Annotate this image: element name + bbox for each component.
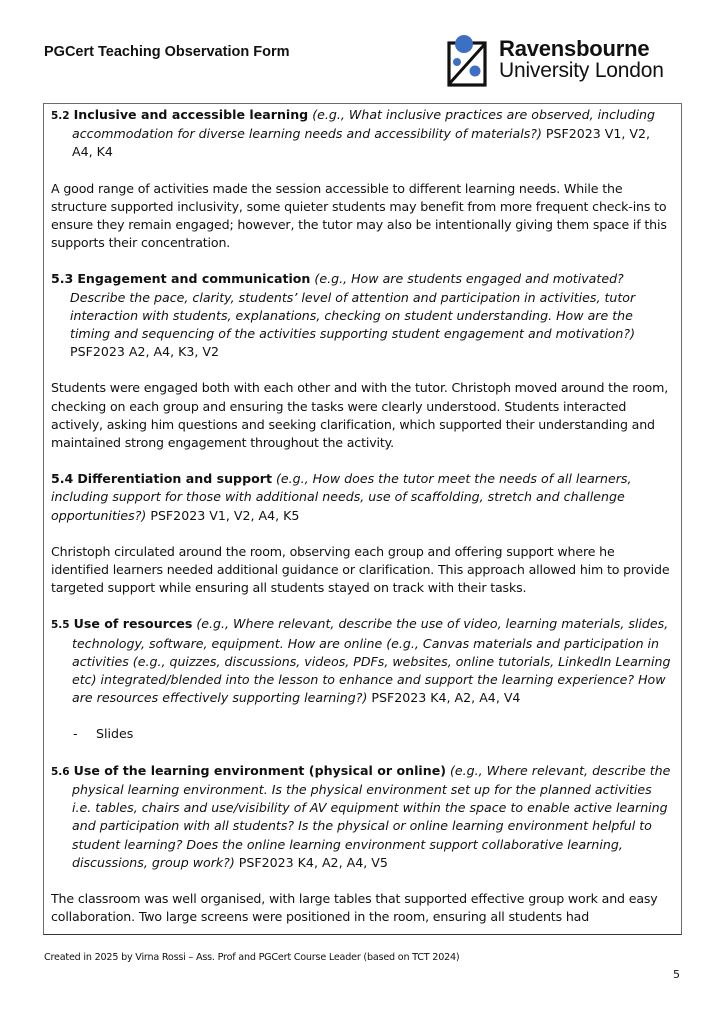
psf-codes: PSF2023 V1, V2, A4, K4 bbox=[72, 126, 651, 160]
question-5-5 bbox=[51, 615, 673, 707]
psf-codes: PSF2023 V1, V2, A4, K5 bbox=[150, 507, 300, 523]
question-number: 5.3 bbox=[51, 271, 74, 287]
answer-5-2: A good range of activities made the session accessible to different learning needs. While the structure supported inclusivity, some quieter students may benefit from more frequent check-ins to ensure they remain engaged; however, the tutor may also be intentionally giving them space if this supports their concentration. bbox=[51, 180, 667, 251]
logo-wordmark-line1: Ravensbourne bbox=[499, 36, 650, 61]
question-example: (e.g., How does the tutor meet the needs of all learners, including support for those with additional needs, use of scaffolding, stretch and challenge opportunities?) bbox=[51, 471, 632, 523]
question-number: 5.4 bbox=[51, 471, 74, 487]
question-title: Engagement and communication bbox=[77, 271, 311, 287]
question-5-2 bbox=[51, 106, 673, 162]
question-5-4 bbox=[51, 470, 673, 525]
answer-5-6: The classroom was well organised, with large tables that supported effective group work and easy collaboration. Two large screens were positioned in the room, ensuring all students had bbox=[51, 890, 658, 925]
question-number: 5.2 bbox=[51, 110, 70, 122]
document-title: PGCert Teaching Observation Form bbox=[44, 44, 290, 60]
question-5-3 bbox=[51, 270, 673, 361]
question-title: Use of the learning environment (physical or online) bbox=[73, 762, 446, 778]
question-example: (e.g., What inclusive practices are observed, including accommodation for diverse learning needs and accessibility of materials?) bbox=[72, 107, 656, 142]
bullet-text: Slides bbox=[96, 726, 134, 742]
ravensbourne-logo-icon bbox=[447, 35, 489, 85]
psf-codes: PSF2023 K4, A2, A4, V5 bbox=[238, 854, 388, 870]
observation-content-box bbox=[43, 103, 682, 935]
question-example: (e.g., Where relevant, describe the use of video, learning materials, slides, technology, software, equipment. How are online (e.g., Canvas materials and participation in activities (e.g., quizzes, discussions, videos, PDFs, websites, online tutorials, LinkedIn Learning etc) integrated/blended into the lesson to enhance and support the learning experience? How are resources effectively supporting learning?) bbox=[72, 616, 671, 706]
logo-wordmark-line2: University London bbox=[499, 59, 664, 82]
question-5-6 bbox=[51, 762, 673, 872]
answer-5-4: Christoph circulated around the room, observing each group and offering support where he identified learners needed additional guidance or clarification. This approach allowed him to provide targeted support while ensuring all students stayed on track with their tasks. bbox=[51, 543, 670, 596]
question-title: Inclusive and accessible learning bbox=[73, 107, 309, 122]
answer-5-3: Students were engaged both with each other and with the tutor. Christoph moved around the room, checking on each group and ensuring the tasks were clearly understood. Students interacted actively, asking him questions and seeking clarification, which supported their understanding and maintained strong engagement throughout the activity. bbox=[51, 380, 669, 451]
footer-credit: Created in 2025 by Virna Rossi – Ass. Prof and PGCert Course Leader (based on TCT 2024) bbox=[44, 952, 460, 963]
question-number: 5.5 bbox=[51, 619, 70, 632]
question-example: (e.g., Where relevant, describe the physical learning environment. Is the physical environment set up for the planned activities i.e. tables, chairs and use/visibility of AV equipment within the space to enable active learning and participation with all students? Is the physical or online learning environment helpful to student learning? Does the online learning environment support collaborative learning, discussions, group work?) bbox=[72, 762, 671, 870]
university-logo bbox=[447, 33, 664, 87]
page-number: 5 bbox=[673, 968, 680, 981]
psf-codes: PSF2023 K4, A2, A4, V4 bbox=[371, 690, 521, 706]
question-example: (e.g., How are students engaged and motivated? Describe the pace, clarity, students’ level of attention and participation in activities, tutor interaction with students, explanations, checking on student understanding. How are the timing and sequencing of the activities supporting student engagement and motivation?) bbox=[70, 271, 636, 342]
bullet-item bbox=[51, 725, 673, 743]
psf-codes: PSF2023 A2, A4, K3, V2 bbox=[70, 344, 220, 360]
question-title: Differentiation and support bbox=[77, 471, 272, 487]
dash-bullet: - bbox=[73, 726, 78, 742]
question-title: Use of resources bbox=[73, 616, 193, 632]
question-number: 5.6 bbox=[51, 765, 70, 778]
